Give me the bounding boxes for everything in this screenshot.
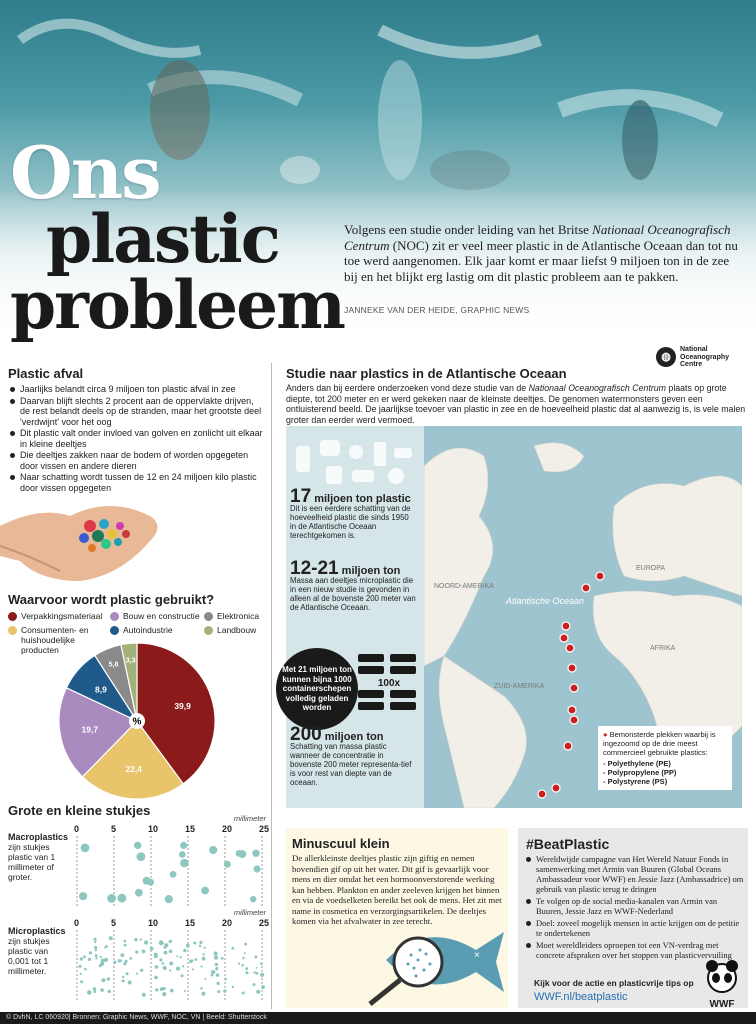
plastic-particle <box>89 951 92 954</box>
micro-name: Microplastics <box>8 926 66 936</box>
ruler-tick: 0 <box>74 824 80 834</box>
sample-point <box>582 584 590 592</box>
wwf-wordmark: WWF <box>709 999 735 1010</box>
sample-point <box>566 644 574 652</box>
legend-item <box>204 625 256 635</box>
plastic-particle <box>143 877 151 885</box>
plastic-particle <box>176 955 178 957</box>
plastic-particle <box>159 958 162 961</box>
plastic-particle <box>184 990 186 992</box>
pie-slice-label: 8,9 <box>94 684 107 695</box>
sizes-section <box>8 803 270 818</box>
noc-name <box>680 346 729 369</box>
plastic-particle <box>204 978 206 980</box>
plastic-particle <box>183 949 186 952</box>
plastic-particle <box>201 965 203 967</box>
plastic-particle <box>244 943 247 946</box>
plastic-particle <box>100 956 102 958</box>
plastic-particle <box>224 978 227 981</box>
plastic-particle <box>134 938 137 941</box>
globe-icon: ◍ <box>656 347 676 367</box>
plastic-particle <box>179 851 186 858</box>
list-item: Daarvan blijft slechts 2 procent aan de oppervlakte drijven, de rest belandt deels op de stranden, maar het grootste deel 'verdwijnt' voor het oog <box>8 396 263 428</box>
plastic-type: - Polyethylene (PE) <box>603 759 671 768</box>
plastic-particle <box>150 947 154 951</box>
plastic-particle <box>118 894 127 903</box>
minuscuul-section <box>286 828 508 1008</box>
plastic-particle <box>142 950 146 954</box>
sample-point <box>596 572 604 580</box>
plastic-particle <box>253 971 255 973</box>
plastic-particle <box>136 973 138 975</box>
plastic-particle <box>126 972 129 975</box>
plastic-particle <box>231 947 234 950</box>
plastic-particle <box>253 983 256 986</box>
plastic-particle <box>260 963 263 966</box>
plastic-particle <box>217 990 220 993</box>
plastic-particle <box>134 842 141 849</box>
europe-land <box>613 476 742 596</box>
plastic-type: - Polypropylene (PP) <box>603 768 677 777</box>
plastic-particle <box>78 965 81 968</box>
ocean-label: Atlantische Oceaan <box>506 596 585 606</box>
plastic-afval-section <box>8 366 263 494</box>
page-title <box>10 130 344 344</box>
plastic-particle <box>159 940 163 944</box>
sample-marker-icon: ● <box>603 730 608 739</box>
studie-text-1: Anders dan bij eerdere onderzoeken vond deze studie van de <box>286 383 529 393</box>
stat-desc: Dit is een eerdere schatting van de hoeveelheid plastic die sinds 1950 in de Atlantische Oceaan terechtgekomen is. <box>290 504 411 540</box>
plastic-particle <box>121 953 125 957</box>
stat-unit: miljoen ton plastic <box>311 493 411 505</box>
footer-credits: © DvhN, LC 060920| Bronnen: Graphic News, WWF, NOC, VN | Beeld: Shutterstock <box>0 1012 756 1024</box>
list-item: Wereldwijde campagne van Het Wereld Natuur Fonds in samenwerking met Armin van Buuren (Global Oceans Ambassadeur voor WWF) en Jessie Jazz (Ambassadrice) om gebruik van plastic terug te dringen <box>526 854 744 894</box>
title-line-2: plastic <box>46 200 279 278</box>
plastic-particle <box>109 936 113 940</box>
plastic-particle <box>214 956 218 960</box>
plastic-particle <box>80 980 83 983</box>
sample-point <box>568 706 576 714</box>
plastic-particle <box>202 953 204 955</box>
noc-logo <box>656 346 729 369</box>
plastic-particle <box>180 842 187 849</box>
studie-text <box>286 383 748 425</box>
plastic-particle <box>124 944 127 947</box>
plastic-particle <box>201 887 209 895</box>
studie-section <box>286 366 748 425</box>
plastic-particle <box>164 946 167 949</box>
legend-label: Bouw en constructie <box>123 611 200 621</box>
plastic-particle <box>242 957 245 960</box>
beatplastic-heading: #BeatPlastic <box>526 836 610 852</box>
plastic-particle <box>217 982 220 985</box>
plastic-particle <box>238 850 246 858</box>
pie-slice-label: 5,8 <box>108 661 119 669</box>
plastic-particle <box>81 844 90 853</box>
sample-point <box>538 790 546 798</box>
usage-section <box>8 592 270 607</box>
ruler-tick: 25 <box>259 918 270 928</box>
plastic-particle <box>142 993 146 997</box>
plastic-particle <box>232 986 234 988</box>
plastic-particle <box>193 942 196 945</box>
wwf-logo <box>702 958 742 1010</box>
plastic-particle <box>99 964 102 967</box>
plastic-particle <box>154 954 158 958</box>
plastic-particle <box>180 859 188 867</box>
panda-icon <box>704 958 740 994</box>
plastic-particle <box>195 958 198 961</box>
plastic-particle <box>140 969 143 972</box>
studie-text-2: plaats op grote diepte, tot 200 meter en er werd gekeken naar de kleinste deeltjes. De genomen watermonsters geven een ontluisterend beeld. De jaarlijkse toevoer van plastic in zee en de hoeveelheid plastic dat al aanwezig is, is vele malen groter dan eerder werd vermoed. <box>286 383 746 425</box>
plastic-particle <box>221 957 224 960</box>
plastic-particle <box>254 955 257 958</box>
plastic-particle <box>121 980 124 983</box>
sizes-heading: Grote en kleine stukjes <box>8 803 151 818</box>
plastic-particle <box>137 852 146 861</box>
plastic-particle <box>155 988 158 991</box>
list-item: Die deeltjes zakken naar de bodem of worden opgegeten door vissen en andere dieren <box>8 450 263 471</box>
plastic-particle <box>169 940 172 943</box>
plastic-particle <box>244 952 246 954</box>
plastic-particle <box>125 960 128 963</box>
intro-part-2: (NOC) zit er veel meer plastic in de Atlantische Oceaan dan tot nu toe werd aangenomen. Elk jaar komt er maar liefst 9 miljoen ton in de zee bij en het blijkt erg lastig om dit plastic probleem aan te pakken. <box>344 237 738 284</box>
list-item: Dit plastic valt onder invloed van golven en zonlicht uit elkaar in kleine deeltjes <box>8 428 263 449</box>
list-item: Moet wereldleiders oproepen tot een VN-verdrag met concrete afspraken over het stoppen van plasticvervuiling <box>526 940 744 960</box>
macro-particles <box>74 836 270 908</box>
pie-center-label: % <box>132 716 142 728</box>
stat-value: 12-21 <box>290 558 339 579</box>
list-item: Naar schatting wordt tussen de 12 en 24 miljoen kilo plastic door vissen opgegeten <box>8 472 263 493</box>
plastic-particle <box>162 962 165 965</box>
ruler-tick: 5 <box>111 918 117 928</box>
plastic-particle <box>256 990 260 994</box>
noc-line: Centre <box>680 361 703 368</box>
ruler-tick: 20 <box>222 824 233 834</box>
pie-slice-label: 19,7 <box>81 724 99 735</box>
plastic-particle <box>113 961 116 964</box>
byline: JANNEKE VAN DER HEIDE, GRAPHIC NEWS <box>344 305 530 315</box>
pie-slice-label: 39,9 <box>174 701 191 711</box>
plastic-particle <box>199 945 202 948</box>
map-legend <box>598 726 732 790</box>
stat-unit: miljoen ton <box>338 565 401 577</box>
studie-heading: Studie naar plastics in de Atlantische Oceaan <box>286 366 567 381</box>
plastic-particle <box>223 989 226 992</box>
intro-text <box>344 222 744 284</box>
plastic-particle <box>256 972 259 975</box>
plastic-particle <box>199 941 202 944</box>
plastic-particle <box>209 846 217 854</box>
plastic-particle <box>129 957 132 960</box>
macro-desc: zijn stukjes plastic van 1 millimeter of groter. <box>8 842 56 882</box>
legend-swatch <box>8 612 17 621</box>
plastic-particle <box>104 958 108 962</box>
usage-heading: Waarvoor wordt plastic gebruikt? <box>8 592 215 607</box>
plastic-particle <box>224 861 231 868</box>
plastic-particle <box>215 963 218 966</box>
plastic-particle <box>165 895 173 903</box>
legend-label: Landbouw <box>217 625 257 635</box>
plastic-particle <box>95 954 98 957</box>
plastic-particle <box>215 967 218 970</box>
noc-line: National <box>680 346 708 353</box>
plastic-particle <box>211 970 215 974</box>
plastic-particle <box>200 987 203 990</box>
plastic-particle <box>122 976 124 978</box>
plastic-particle <box>83 955 86 958</box>
plastic-particle <box>201 992 205 996</box>
plastic-particle <box>101 978 105 982</box>
plastic-particle <box>108 990 111 993</box>
map-legend-text: Bemonsterde plekken waarbij is ingezoomd op de drie meest commercieel gebruikte plastics: <box>603 730 716 757</box>
plastic-particle <box>84 968 87 971</box>
plastic-particle <box>169 969 171 971</box>
sample-point <box>570 716 578 724</box>
plastic-particle <box>254 865 261 872</box>
cta-text: Kijk voor de actie en plasticvrije tips op <box>534 978 694 988</box>
container-ships-callout: Met 21 miljoen ton kunnen bijna 1000 containerschepen volledig geladen worden <box>276 648 358 730</box>
plastic-particle <box>120 960 122 962</box>
list-item: Doel: zoveel mogelijk mensen in actie krijgen om de petitie te ondertekenen <box>526 918 744 938</box>
legend-item <box>8 611 102 621</box>
pie-slice-label: 22,4 <box>125 763 142 774</box>
stat-value: 200 <box>290 724 322 745</box>
ruler-tick: 0 <box>74 918 80 928</box>
column-divider <box>271 363 272 1009</box>
legend-item <box>110 611 200 621</box>
stat-value: 17 <box>290 486 312 507</box>
plastic-particle <box>238 963 240 965</box>
ruler-tick: 20 <box>222 918 233 928</box>
plastic-particle <box>250 896 256 902</box>
plastic-particle <box>169 962 173 966</box>
plastic-particle <box>155 965 159 969</box>
title-line-3: probleem <box>10 266 344 344</box>
plastic-particle <box>80 973 82 975</box>
plastic-particle <box>95 949 97 951</box>
plastic-afval-list <box>8 384 263 493</box>
stat-200 <box>290 724 416 787</box>
plastic-type: - Polystyrene (PS) <box>603 777 668 786</box>
plastic-particle <box>107 894 116 903</box>
plastic-particle <box>164 951 168 955</box>
fish-eye: × <box>474 950 480 961</box>
plastic-particle <box>176 967 180 971</box>
plastic-particle <box>140 939 142 941</box>
plastic-afval-heading: Plastic afval <box>8 366 84 381</box>
list-item: Te volgen op de social media-kanalen van Armin van Buuren, Jessie Jazz en WWF-Nederland <box>526 896 744 916</box>
plastic-particle <box>88 958 91 961</box>
plastic-particle <box>191 959 193 961</box>
micro-desc: zijn stukjes plastic van 0,001 tot 1 millimeter. <box>8 936 50 976</box>
legend-label: Elektronica <box>217 611 260 621</box>
plastic-particle <box>94 938 97 941</box>
plastic-particle <box>154 976 158 980</box>
plastic-particle <box>192 968 194 970</box>
scale-unit: millimeter <box>233 908 266 917</box>
micro-particles <box>74 930 270 1002</box>
plastic-particle <box>79 892 87 900</box>
legend-swatch <box>110 612 119 621</box>
stat-17 <box>290 486 416 540</box>
intro-emphasis: Nationaal Oceanografisch Centrum <box>344 222 731 253</box>
plastic-particle <box>93 990 96 993</box>
container-ships-icon <box>356 652 422 712</box>
sample-point <box>552 784 560 792</box>
micro-description <box>8 926 68 976</box>
micro-ruler <box>74 918 270 1003</box>
ruler-tick: 10 <box>148 824 159 834</box>
plastic-particle <box>94 946 97 949</box>
sample-point <box>570 684 578 692</box>
stat-12-21 <box>290 558 416 612</box>
plastic-particle <box>107 977 111 981</box>
plastic-particle <box>163 966 167 970</box>
plastic-particle <box>128 981 132 985</box>
minuscuul-heading: Minuscuul klein <box>292 836 390 851</box>
plastic-particle <box>135 889 143 897</box>
plastic-particle <box>214 951 218 955</box>
plastic-particle <box>181 974 184 977</box>
pie-slice-label: 3,3 <box>125 657 136 665</box>
cta-link[interactable]: WWF.nl/beatplastic <box>534 991 628 1003</box>
stat-desc: Schatting van massa plastic wanneer de concentratie in bovenste 200 meter representa-tief is voor rest van diepte van de oceaan. <box>290 742 412 787</box>
macro-name: Macroplastics <box>8 832 69 842</box>
plastic-particle <box>94 941 96 943</box>
legend-swatch <box>110 626 119 635</box>
plastic-particle <box>160 987 164 991</box>
plastic-particle <box>105 945 108 948</box>
scale-unit: millimeter <box>233 814 266 823</box>
sample-point <box>560 634 568 642</box>
region-label-north-america: NOORD-AMERIKA <box>434 583 494 590</box>
plastic-particle <box>180 956 182 958</box>
sample-point <box>564 742 572 750</box>
macro-description <box>8 832 68 882</box>
region-label-europe: EUROPA <box>636 565 666 572</box>
ruler-tick: 15 <box>185 918 196 928</box>
ships-multiplier: 100x <box>377 678 401 689</box>
plastic-particle <box>100 988 104 992</box>
legend-swatch <box>8 626 17 635</box>
ruler-tick: 15 <box>185 824 196 834</box>
plastic-particle <box>186 944 190 948</box>
stat-unit: miljoen ton <box>321 731 384 743</box>
plastic-particle <box>170 871 177 878</box>
plastic-particle <box>242 992 245 995</box>
plastic-particle <box>261 975 263 977</box>
plastic-particle <box>245 967 248 970</box>
title-line-1: Ons <box>10 130 160 215</box>
plastic-particle <box>246 971 249 974</box>
plastic-particle <box>144 940 148 944</box>
plastic-particle <box>80 957 83 960</box>
hands-holding-plastic-image <box>0 486 170 586</box>
plastic-particle <box>241 964 244 967</box>
legend-label: Consumenten- en huishoudelijke producten <box>21 625 89 655</box>
usage-pie-chart <box>56 640 218 802</box>
studie-emphasis: Nationaal Oceanografisch Centrum <box>528 383 666 393</box>
plastic-particle <box>182 965 184 967</box>
plastic-particle <box>162 992 166 996</box>
intro-part-1: Volgens een studie onder leiding van het Britse <box>344 222 593 237</box>
legend-swatch <box>204 626 213 635</box>
plastic-particle <box>95 957 97 959</box>
plastic-particle <box>123 940 126 943</box>
stat-desc: Massa aan deeltjes microplastic die in een nieuw studie is gevonden in alleen al de bovenste 200 meter van de Atlantische Oceaan. <box>290 576 416 612</box>
plastic-particle <box>261 985 265 989</box>
legend-label: Verpakkingsmateriaal <box>21 611 103 621</box>
legend-item <box>110 625 173 635</box>
legend-swatch <box>204 612 213 621</box>
legend-item <box>204 611 259 621</box>
plastic-particle <box>135 951 138 954</box>
beatplastic-list <box>526 854 744 962</box>
ruler-tick: 25 <box>259 824 270 834</box>
plastic-particle <box>169 950 173 954</box>
plastic-types <box>603 759 727 786</box>
noc-line: Oceanography <box>680 353 730 361</box>
plastic-particle <box>87 990 91 994</box>
plastic-particle <box>202 957 206 961</box>
sample-point <box>568 664 576 672</box>
macro-ruler <box>74 824 270 909</box>
sample-point <box>562 622 570 630</box>
plastic-particle <box>203 947 205 949</box>
ruler-tick: 10 <box>148 918 159 928</box>
plastic-particle <box>170 989 174 993</box>
region-label-south-america: ZUID-AMERIKA <box>494 683 545 690</box>
plastic-particle <box>216 973 219 976</box>
plastic-particle <box>252 850 259 857</box>
plastic-particle <box>256 967 258 969</box>
legend-label: Autoindustrie <box>123 625 173 635</box>
plastic-particle <box>93 987 96 990</box>
minuscuul-text: De allerkleinste deeltjes plastic zijn giftig en nemen bovendien gif op uit het water. Dit gif is gevaarlijk voor mens en dier omdat het een hormoonverstorende werking kan hebben. Plankton en ander zeeleven krijgen het binnen en via de voedselketen bereikt het ook de mens. Het zit met name in cosmetica en verzorgingsartikelen. De deeltjes komen via het afvalwater in zee terecht. <box>292 853 502 926</box>
region-label-africa: AFRIKA <box>650 645 676 652</box>
list-item: Jaarlijks belandt circa 9 miljoen ton plastic afval in zee <box>8 384 263 395</box>
ruler-tick: 5 <box>111 824 117 834</box>
fish-magnifier-illustration <box>356 920 506 1006</box>
